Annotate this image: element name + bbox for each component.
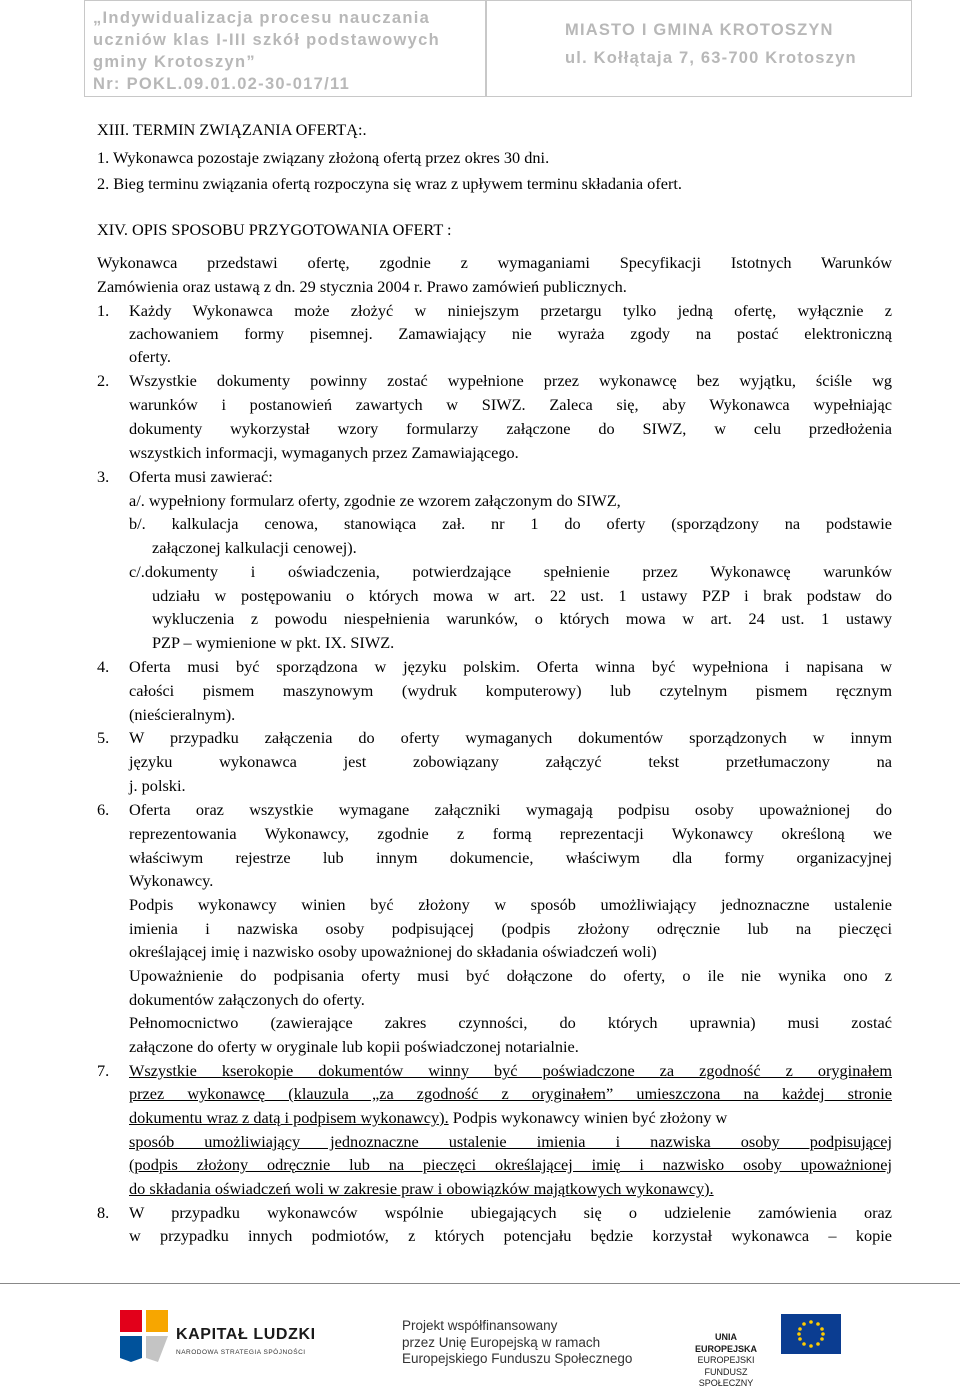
item-6-line7: określającej imię i nazwisko osoby upoważnionej do składania oświadczeń woli) <box>129 942 657 961</box>
section-14-intro-line1: Wykonawca przedstawi ofertę, zgodnie z wymaganiami Specyfikacji Istotnych Warunków <box>97 253 892 272</box>
item-2-line4: wszystkich informacji, wymaganych przez Zamawiającego. <box>129 443 519 462</box>
eu-label <box>683 1332 769 1390</box>
item-4-line1: Oferta musi być sporządzona w języku polskim. Oferta winna być wypełniona i napisana w <box>129 657 892 676</box>
section-13-item-1: 1. Wykonawca pozostaje związany złożoną ofertą przez okres 30 dni. <box>97 148 550 167</box>
cofinancing-text <box>402 1318 632 1368</box>
item-4-line3: (nieścieralnym). <box>129 705 236 724</box>
item-6-line9: dokumentów załączonych do oferty. <box>129 990 365 1009</box>
item-5-line2: języku wykonawca jest zobowiązany załączyć tekst przetłumaczony na <box>129 752 892 771</box>
item-1-line3: oferty. <box>129 347 171 366</box>
item-5-line1: W przypadku załączenia do oferty wymaganych dokumentów sporządzonych w innym <box>129 728 892 747</box>
item-7-line3-rest: Podpis wykonawcy winien być złożony w <box>448 1108 728 1127</box>
item-8-line1: W przypadku wykonawców wspólnie ubiegających się o udzielenie zamówienia oraz <box>129 1203 892 1222</box>
item-4-line2: całości pismem maszynowym (wydruk komputerowy) lub czytelnym pismem ręcznym <box>129 681 892 700</box>
item-6-line11: załączone do oferty w oryginale lub kopii poświadczonej notarialnie. <box>129 1037 579 1056</box>
item-5-number: 5. <box>97 728 110 747</box>
kapital-ludzki-subtitle: NARODOWA STRATEGIA SPÓJNOŚCI <box>176 1349 306 1356</box>
item-3-sub-c-line1: c/.dokumenty i oświadczenia, potwierdzające spełnienie przez Wykonawcę warunków <box>129 562 892 581</box>
item-7-line3-underlined: dokumentu wraz z datą i podpisem wykonawcy). <box>129 1108 449 1127</box>
item-5-line3: j. polski. <box>129 776 186 795</box>
item-7-line3 <box>129 1107 727 1129</box>
item-7-number: 7. <box>97 1061 110 1080</box>
eu-label-line2: EUROPEJSKI <box>697 1355 755 1365</box>
kapital-ludzki-title: KAPITAŁ LUDZKI <box>176 1326 316 1343</box>
item-3-sub-b-line2: załączonej kalkulacji cenowej). <box>152 538 357 557</box>
section-13-item-2: 2. Bieg terminu związania ofertą rozpoczyna się wraz z upływem terminu składania ofert. <box>97 174 682 193</box>
item-8-line2: w przypadku innych podmiotów, z których potencjału będzie korzystał wykonawca – kopie <box>129 1226 892 1245</box>
cofinancing-line2: przez Unię Europejską w ramach <box>402 1334 601 1350</box>
item-2-line3: dokumenty wykorzystał wzory formularzy załączone do SIWZ, w celu przedłożenia <box>129 419 892 438</box>
item-1-line2: zachowaniem formy pisemnej. Zamawiający nie wyraża zgody na postać elektroniczną <box>129 324 892 343</box>
item-6-line4: Wykonawcy. <box>129 871 214 890</box>
section-13-title: XIII. TERMIN ZWIĄZANIA OFERTĄ:. <box>97 120 367 139</box>
section-14-title: XIV. OPIS SPOSOBU PRZYGOTOWANIA OFERT : <box>97 220 452 239</box>
eu-flag-icon <box>781 1314 841 1354</box>
item-3-sub-c-line3: wykluczenia z powodu niespełnienia warunków, o których mowa w art. 24 ust. 1 ustawy <box>152 609 892 628</box>
header-office-box <box>486 0 912 97</box>
cofinancing-line3: Europejskiego Funduszu Społecznego <box>402 1351 633 1366</box>
item-3-sub-c-line2: udziału w postępowaniu o których mowa w art. 22 ust. 1 ustawy PZP i brak podstaw do <box>152 586 892 605</box>
kapital-ludzki-logo-icon <box>118 1306 172 1364</box>
item-7-line1: Wszystkie kserokopie dokumentów winny być poświadczone za zgodność z oryginałem <box>129 1061 892 1080</box>
item-2-line2: warunków i postanowień zawartych w SIWZ. Zaleca się, aby Wykonawca wypełniając <box>129 395 892 414</box>
item-2-line1: Wszystkie dokumenty powinny zostać wypełnione przez wykonawcę bez wyjątku, ściśle wg <box>129 371 892 390</box>
item-3-number: 3. <box>97 467 110 486</box>
header-project-title-line3: gminy Krotoszyn” <box>93 53 256 71</box>
item-3-sub-a: a/. wypełniony formularz oferty, zgodnie ze wzorem załączonym do SIWZ, <box>129 491 621 510</box>
item-3-sub-b-line1: b/. kalkulacja cenowa, stanowiąca zał. nr 1 do oferty (sporządzony na podstawie <box>129 514 892 533</box>
item-8-number: 8. <box>97 1203 110 1222</box>
item-6-line2: reprezentowania Wykonawcy, zgodnie z formą reprezentacji Wykonawcy określoną we <box>129 824 892 843</box>
item-3-sub-c-line4: PZP – wymienione w pkt. IX. SIWZ. <box>152 633 395 652</box>
section-14-intro-line2: Zamówienia oraz ustawą z dn. 29 stycznia 2004 r. Prawo zamówień publicznych. <box>97 277 627 296</box>
eu-label-line3: FUNDUSZ SPOŁECZNY <box>698 1366 754 1388</box>
item-6-line5: Podpis wykonawcy winien być złożony w sposób umożliwiający jednoznaczne ustalenie <box>129 895 892 914</box>
item-1-number: 1. <box>97 301 110 320</box>
eu-label-line1: UNIA EUROPEJSKA <box>694 1332 757 1354</box>
item-6-line10: Pełnomocnictwo (zawierające zakres czynności, do których uprawnia) musi zostać <box>129 1013 892 1032</box>
item-6-line8: Upoważnienie do podpisania oferty musi być dołączone do oferty, o ile nie wynika ono z <box>129 966 892 985</box>
item-7-line5: (podpis złożony odręcznie lub na pieczęci określającej imię i nazwisko osoby upoważnionej <box>129 1155 892 1174</box>
header-project-box <box>84 0 486 97</box>
cofinancing-line1: Projekt współfinansowany <box>402 1318 558 1333</box>
item-7-line4: sposób umożliwiający jednoznaczne ustalenie imienia i nazwiska osoby podpisującej <box>129 1132 892 1151</box>
footer-divider <box>0 1283 960 1284</box>
header-project-title-line2: uczniów klas I-III szkół podstawowych <box>93 31 440 49</box>
item-6-line1: Oferta oraz wszystkie wymagane załączniki wymagają podpisu osoby upoważnionej do <box>129 800 892 819</box>
item-3-line1: Oferta musi zawierać: <box>129 467 273 486</box>
item-7-line2: przez wykonawcę (klauzula „za zgodność z oryginałem” umieszczona na każdej stronie <box>129 1084 892 1103</box>
item-1-line1: Każdy Wykonawca może złożyć w niniejszym przetargu tylko jedną ofertę, wyłącznie z <box>129 301 892 320</box>
header-office-address: ul. Kołłątaja 7, 63-700 Krotoszyn <box>565 49 857 67</box>
item-6-line3: właściwym rejestrze lub innym dokumencie, właściwym dla formy organizacyjnej <box>129 848 892 867</box>
item-4-number: 4. <box>97 657 110 676</box>
header-project-number: Nr: POKL.09.01.02-30-017/11 <box>93 75 351 93</box>
item-2-number: 2. <box>97 371 110 390</box>
item-6-line6: imienia i nazwiska osoby podpisującej (podpis złożony odręcznie lub na pieczęci <box>129 919 892 938</box>
header-office-name: MIASTO I GMINA KROTOSZYN <box>565 21 834 39</box>
header-project-title-line1: „Indywidualizacja procesu nauczania <box>93 9 431 27</box>
item-7-line6: do składania oświadczeń woli w zakresie praw i obowiązków majątkowych wykonawcy). <box>129 1179 714 1198</box>
item-6-number: 6. <box>97 800 110 819</box>
